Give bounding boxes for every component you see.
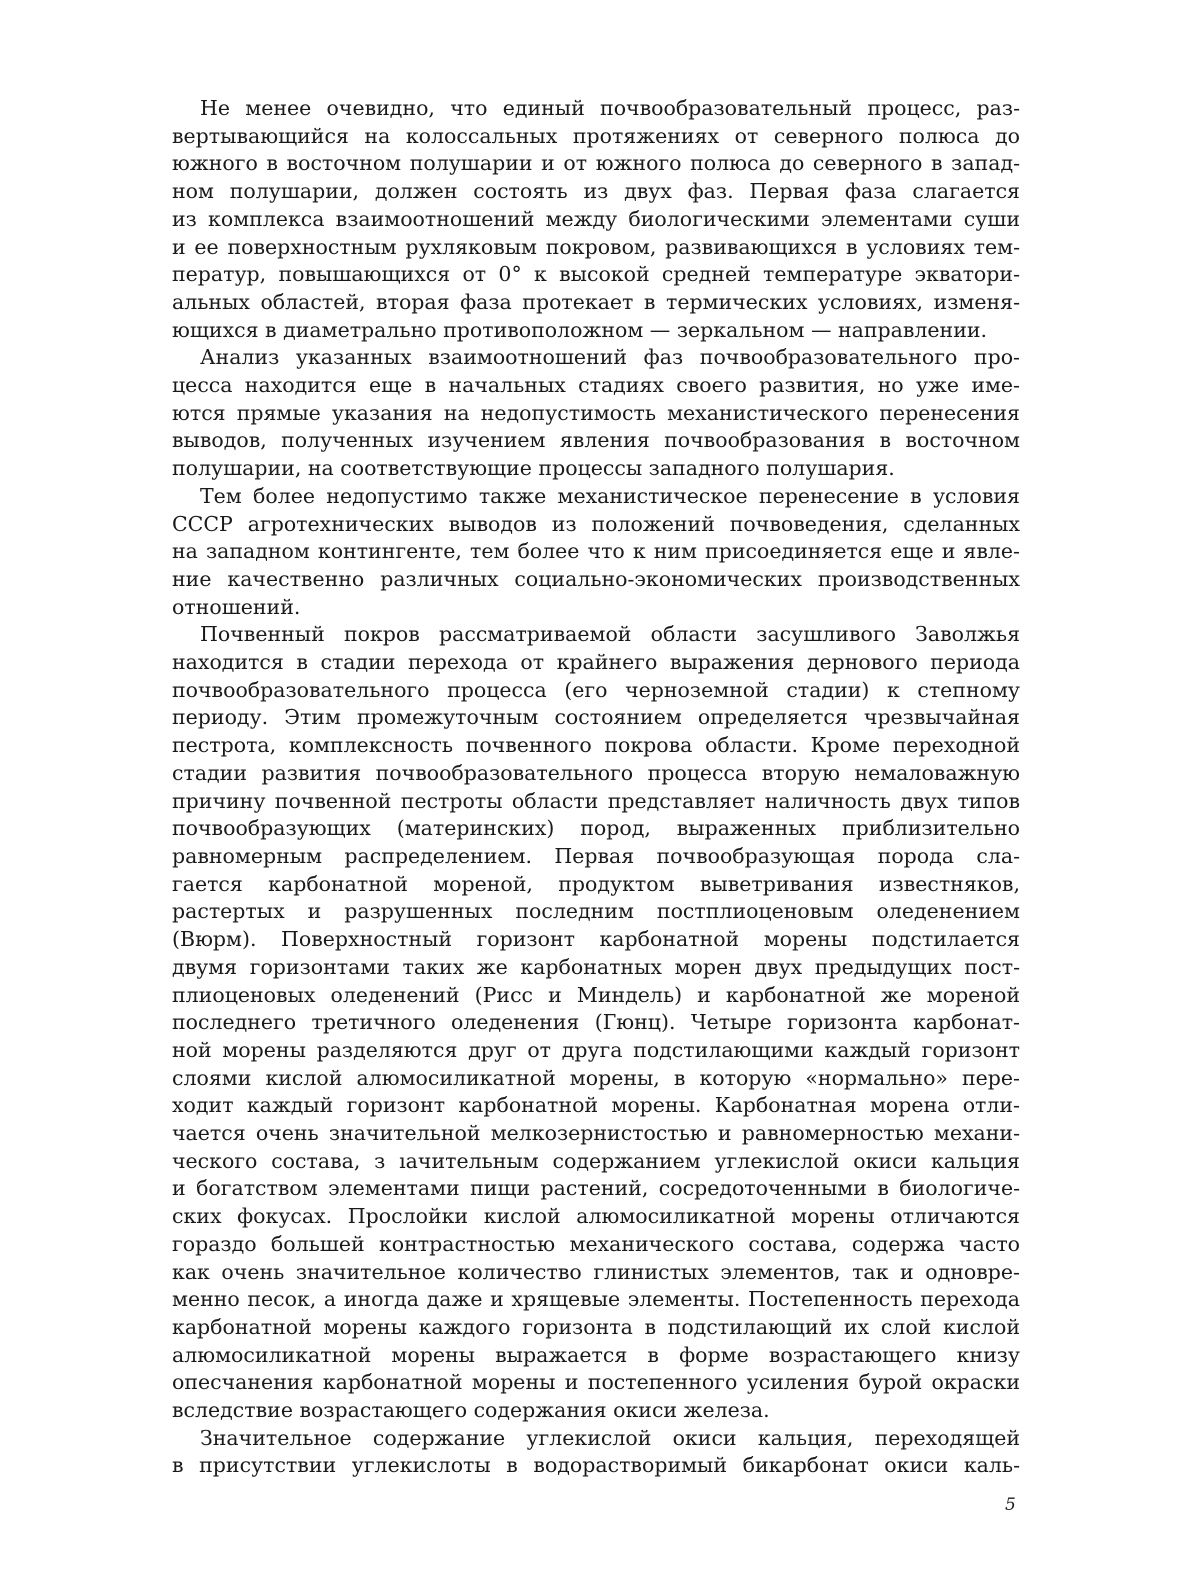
text-line: ских фокусах. Прослойки кислой алюмосиликатной морены отличаются xyxy=(172,1204,1020,1229)
text-line: (Вюрм). Поверхностный горизонт карбонатной морены подстилается xyxy=(172,927,1020,952)
text-line: Тем более недопустимо также механистическое перенесение в условия xyxy=(200,483,1020,508)
text-line: ном полушарии, должен состоять из двух фаз. Первая фаза слагается xyxy=(172,179,1020,204)
text-line: выводов, полученных изучением явления почвообразования в восточном xyxy=(172,428,1020,453)
paragraph-3 xyxy=(172,483,1020,622)
paragraph-4 xyxy=(172,621,1020,1424)
text-line: ператур, повышающихся от 0° к высокой средней температуре экватори- xyxy=(172,262,1020,287)
paragraph-1 xyxy=(172,95,1020,344)
text-line: и ее поверхностным рухляковым покровом, развивающихся в условиях тем- xyxy=(172,234,1020,259)
text-line: как очень значительное количество глинистых элементов, так и одновре- xyxy=(172,1259,1020,1284)
text-line: вследствие возрастающего содержания окиси железа. xyxy=(172,1398,770,1423)
text-line: менно песок, а иногда даже и хрящевые элементы. Постепенность перехода xyxy=(172,1287,1020,1312)
text-line: ходит каждый горизонт карбонатной морены. Карбонатная морена отли- xyxy=(172,1093,1020,1118)
text-line: южного в восточном полушарии и от южного полюса до северного в запад- xyxy=(172,151,1020,176)
paragraph-5 xyxy=(172,1425,1020,1480)
text-line: ются прямые указания на недопустимость механистического перенесения xyxy=(172,400,1020,425)
text-line: находится в стадии перехода от крайнего выражения дернового периода xyxy=(172,650,1020,675)
text-line: Анализ указанных взаимоотношений фаз почвообразовательного про- xyxy=(200,345,1020,370)
text-line: пестрота, комплексность почвенного покрова области. Кроме переходной xyxy=(172,733,1020,758)
text-line: слоями кислой алюмосиликатной морены, в которую «нормально» пере- xyxy=(172,1065,1020,1090)
text-line: опесчанения карбонатной морены и постепенного усиления бурой окраски xyxy=(172,1370,1020,1395)
text-line: плиоценовых оледенений (Рисс и Миндель) и карбонатной же мореной xyxy=(172,982,1020,1007)
text-line: в присутствии углекислоты в водорастворимый бикарбонат окиси каль- xyxy=(172,1453,1020,1478)
text-line: на западном контингенте, тем более что к ним присоединяется еще и явле- xyxy=(172,539,1020,564)
text-line: цесса находится еще в начальных стадиях своего развития, но уже име- xyxy=(172,373,1020,398)
text-line: СССР агротехнических выводов из положений почвоведения, сделанных xyxy=(172,511,1020,536)
text-line: равномерным распределением. Первая почвообразующая порода сла- xyxy=(172,843,1020,868)
text-line: Не менее очевидно, что единый почвообразовательный процесс, раз- xyxy=(200,96,1020,120)
text-line: последнего третичного оледенения (Гюнц). Четыре горизонта карбонат- xyxy=(172,1010,1020,1035)
page-number: 5 xyxy=(1005,1495,1016,1515)
text-line: Значительное содержание углекислой окиси кальция, переходящей xyxy=(200,1425,1020,1450)
text-line: стадии развития почвообразовательного процесса вторую немаловажную xyxy=(172,760,1020,785)
text-line: почвообразовательного процесса (его черноземной стадии) к степному xyxy=(172,677,1020,702)
text-line: периоду. Этим промежуточным состоянием определяется чрезвычайная xyxy=(172,705,1020,730)
text-line: алюмосиликатной морены выражается в форме возрастающего книзу xyxy=(172,1342,1020,1367)
text-line: альных областей, вторая фаза протекает в термических условиях, изменя- xyxy=(172,289,1020,314)
text-line: гораздо большей контрастностью механического состава, содержа часто xyxy=(172,1231,1020,1256)
text-line: причину почвенной пестроты области представляет наличность двух типов xyxy=(172,788,1020,813)
text-line: из комплекса взаимоотношений между биологическими элементами суши xyxy=(172,206,1020,231)
text-line: и богатством элементами пищи растений, сосредоточенными в биологиче- xyxy=(172,1176,1020,1201)
text-line: ющихся в диаметрально противоположном — зеркальном — направлении. xyxy=(172,317,988,342)
text-line: почвообразующих (материнских) пород, выраженных приблизительно xyxy=(172,816,1020,841)
text-line: вертывающийся на колоссальных протяжениях от северного полюса до xyxy=(172,123,1020,148)
text-line: чается очень значительной мелкозернистостью и равномерностью механи- xyxy=(172,1121,1020,1146)
text-line: отношений. xyxy=(172,594,301,619)
text-line: растертых и разрушенных последним постплиоценовым оледенением xyxy=(172,899,1020,924)
text-line: карбонатной морены каждого горизонта в подстилающий их слой кислой xyxy=(172,1314,1020,1339)
paragraph-2 xyxy=(172,344,1020,483)
text-line: ной морены разделяются друг от друга подстилающими каждый горизонт xyxy=(172,1037,1020,1062)
text-line: ние качественно различных социально-экономических производственных xyxy=(172,566,1020,591)
text-line: Почвенный покров рассматриваемой области засушливого Заволжья xyxy=(200,622,1020,647)
text-line: двумя горизонтами таких же карбонатных морен двух предыдущих пост- xyxy=(172,954,1020,979)
text-line: гается карбонатной мореной, продуктом выветривания известняков, xyxy=(172,871,1020,896)
text-line: полушарии, на соответствующие процессы западного полушария. xyxy=(172,456,895,481)
text-line: ческого состава, з ıачительным содержанием углекислой окиси кальция xyxy=(172,1148,1020,1173)
document-page xyxy=(172,95,1020,1480)
